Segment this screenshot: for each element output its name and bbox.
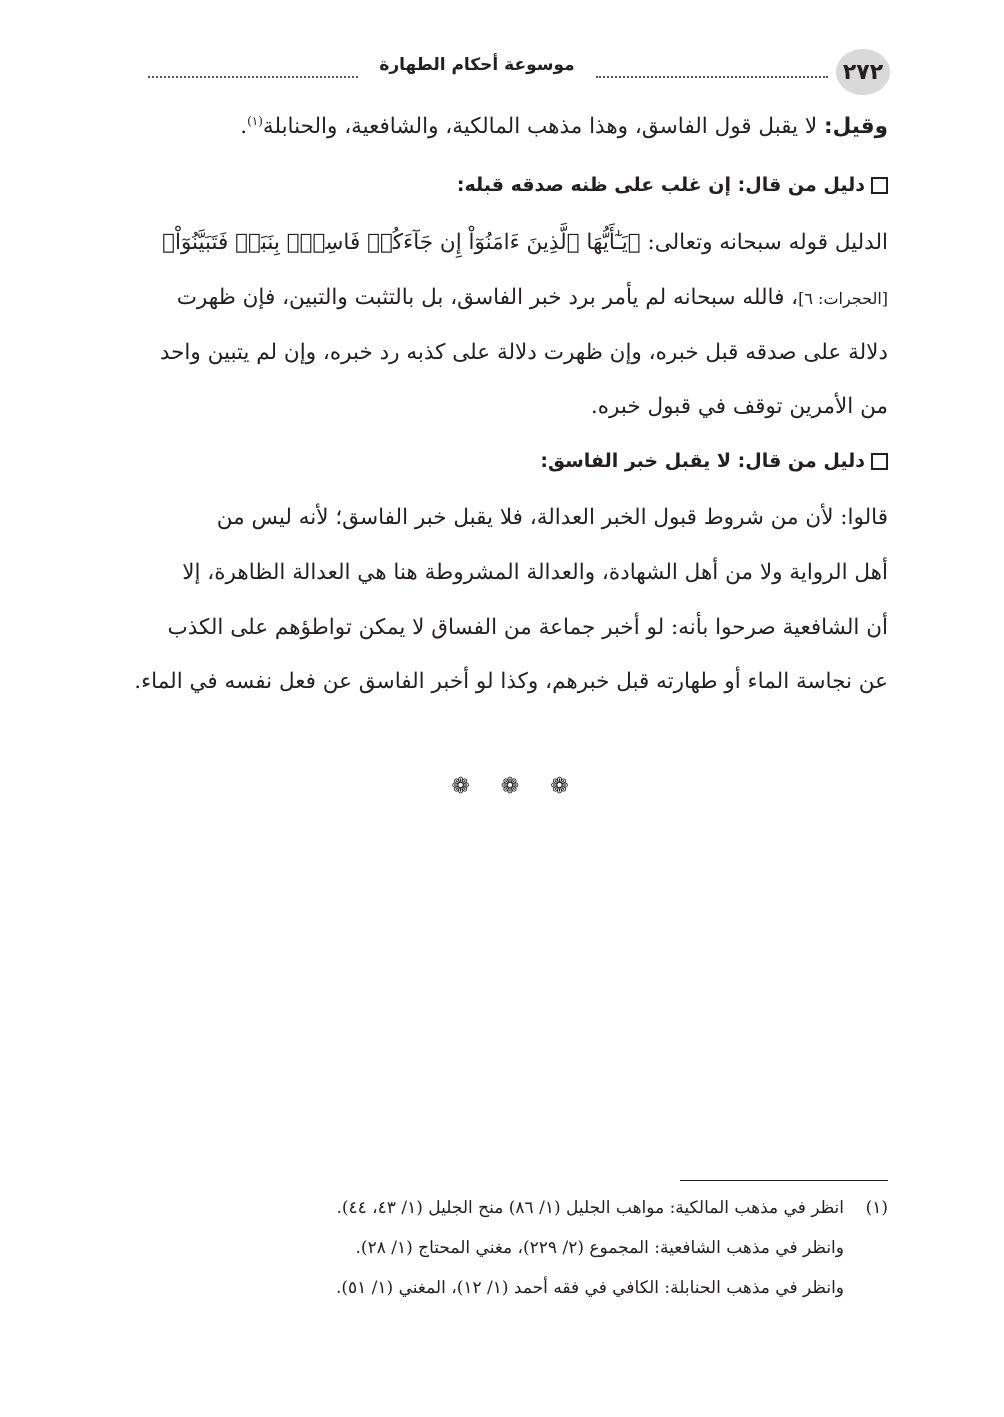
page-header <box>148 46 890 98</box>
footnote-1 <box>336 1198 888 1218</box>
footnote-1-line-1: انظر في مذهب المالكية: مواهب الجليل (١/ ٨٦) منح الجليل (١/ ٤٣، ٤٤). <box>336 1198 844 1218</box>
paragraph-2-line-3: دلالة على صدقه قبل خبره، وإن ظهرت دلالة على كذبه رد خبره، وإن لم يتبين واحد <box>159 340 888 365</box>
paragraph-2-line-2-text: ، فالله سبحانه لم يأمر برد خبر الفاسق، بل بالتثبت والتبين، فإن ظهرت <box>176 285 799 310</box>
heading-2 <box>148 450 888 472</box>
footnote-number: (١) <box>865 1198 888 1218</box>
paragraph-3-line-2: أهل الرواية ولا من أهل الشهادة، والعدالة المشروطة هنا هي العدالة الظاهرة، إلا <box>182 560 888 585</box>
heading-1 <box>148 174 888 196</box>
footnote-1-line-2: وانظر في مذهب الشافعية: المجموع (٢/ ٢٢٩)، مغني المحتاج (١/ ٢٨). <box>355 1238 844 1258</box>
section-end-ornament: ❁ ❁ ❁ <box>451 774 581 799</box>
heading-2-text: دليل من قال: لا يقبل خبر الفاسق: <box>540 450 865 472</box>
checkbox-icon <box>871 177 888 194</box>
paragraph-1-text: لا يقبل قول الفاسق، وهذا مذهب المالكية، والشافعية، والحنابلة <box>262 114 824 140</box>
paragraph-3-line-1: قالوا: لأن من شروط قبول الخبر العدالة، فلا يقبل خبر الفاسق؛ لأنه ليس من <box>216 505 888 530</box>
page-number: ٢٧٢ <box>836 49 890 95</box>
footnote-1-line-3: وانظر في مذهب الحنابلة: الكافي في فقه أحمد (١/ ١٢)، المغني (١/ ٥١). <box>335 1278 844 1298</box>
paragraph-2-line-4: من الأمرين توقف في قبول خبره. <box>590 394 888 419</box>
paragraph-1-line <box>148 114 888 139</box>
header-title: موسوعة أحكام الطهارة <box>379 55 575 75</box>
header-dotted-leader-left <box>148 64 358 78</box>
footnote-separator <box>680 1180 888 1181</box>
paragraph-3-line-3: أن الشافعية صرحوا بأنه: لو أخبر جماعة من الفساق لا يمكن تواطؤهم على الكذب <box>167 615 888 640</box>
quran-reference: [الحجرات: ٦] <box>798 289 888 308</box>
paragraph-2-line-1: الدليل قوله سبحانه وتعالى: ﴿يَـٰٓأَيُّهَا ٱلَّذِينَ ءَامَنُوٓاْ إِن جَآءَكُمۡ فَاسِقُۢ بِنَبَإٖ فَتَبَيَّنُوٓاْ﴾ <box>162 230 888 255</box>
header-dotted-leader-right <box>596 64 828 78</box>
paragraph-3-line-4: عن نجاسة الماء أو طهارته قبل خبرهم، وكذا لو أخبر الفاسق عن فعل نفسه في الماء. <box>134 669 888 694</box>
checkbox-icon <box>871 453 888 470</box>
paragraph-1-lead: وقيل: <box>823 114 888 140</box>
footnote-ref[interactable]: (١) <box>247 114 263 128</box>
paragraph-2-line-2 <box>148 285 888 310</box>
heading-1-text: دليل من قال: إن غلب على ظنه صدقه قبله: <box>456 174 865 196</box>
paragraph-1-end: . <box>240 114 248 140</box>
